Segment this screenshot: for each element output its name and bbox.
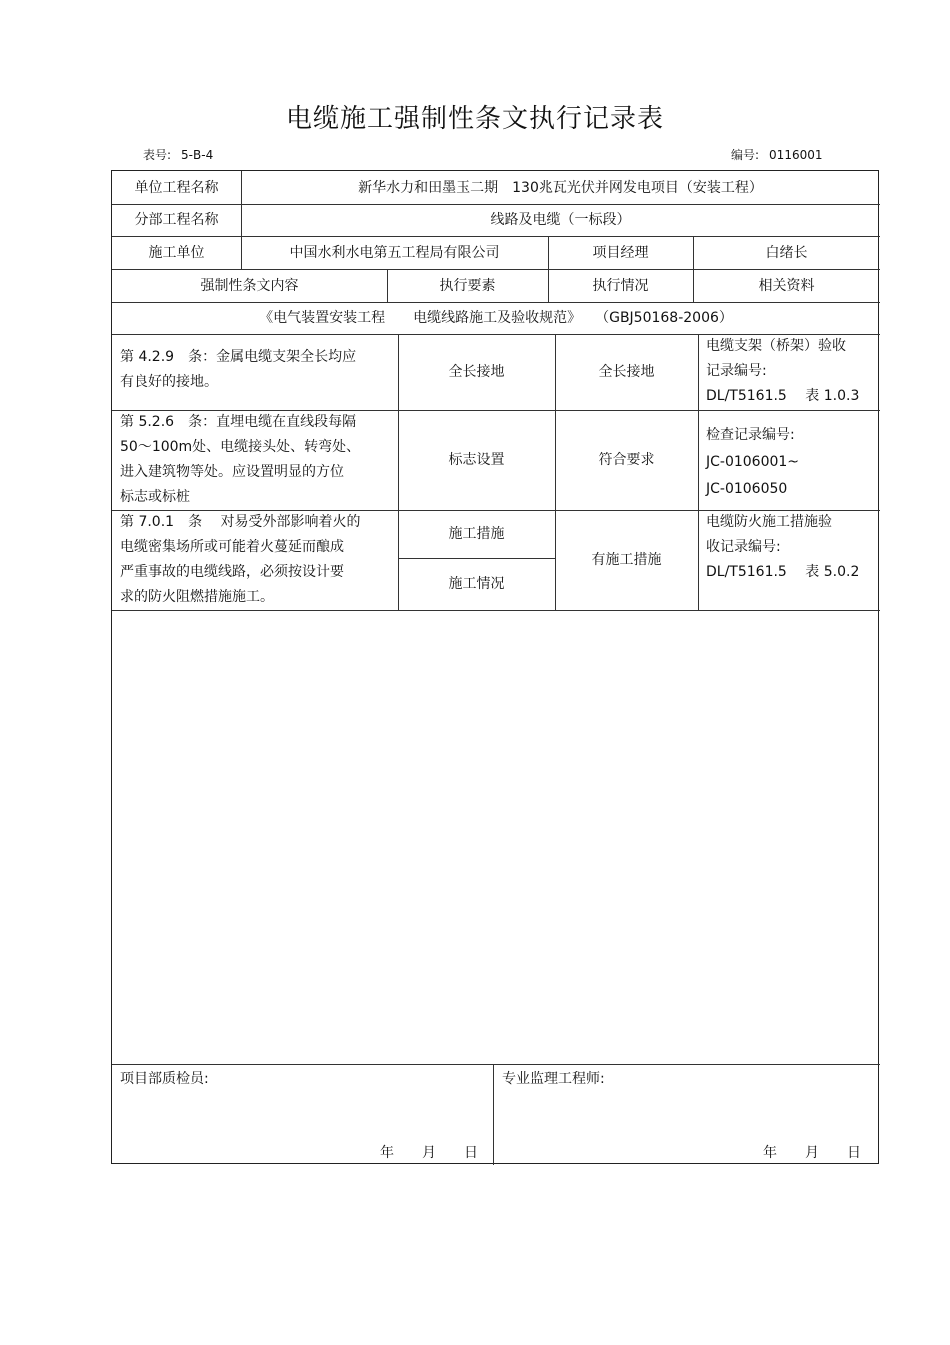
header-content: 强制性条文内容 bbox=[200, 277, 299, 294]
clause-content bbox=[112, 410, 398, 510]
docs-line: JC-0106050 bbox=[706, 481, 788, 497]
serial-number bbox=[731, 146, 823, 163]
contractor-value: 中国水利水电第五工程局有限公司 bbox=[289, 244, 500, 261]
clause-status: 有施工措施 bbox=[591, 552, 662, 568]
clause-element: 标志设置 bbox=[448, 452, 505, 468]
clause-line: 第 7.0.1 条 对易受外部影响着火的 bbox=[120, 514, 361, 530]
clause-line: 第 5.2.6 条：直埋电缆在直线段每隔 bbox=[120, 414, 357, 430]
engineer-date-day: 日 bbox=[847, 1145, 861, 1161]
clause-status: 全长接地 bbox=[598, 364, 655, 380]
inspector-date-day: 日 bbox=[464, 1145, 478, 1161]
docs-line: DL/T5161.5 表 5.0.2 bbox=[706, 564, 860, 580]
inspector-date-month: 月 bbox=[422, 1145, 436, 1161]
serial-number-value: 0116001 bbox=[769, 148, 823, 162]
clause-line: 50～100m处、电缆接头处、转弯处、 bbox=[120, 439, 361, 455]
clause-status: 符合要求 bbox=[598, 452, 655, 468]
clause-docs bbox=[698, 410, 880, 510]
inspector-date-year: 年 bbox=[380, 1145, 394, 1161]
clause-line: 标志或标桩 bbox=[120, 489, 190, 505]
clause-element-measures: 施工措施 bbox=[448, 526, 505, 542]
docs-line: 电缆防火施工措施验 bbox=[706, 514, 832, 530]
sub-project-value: 线路及电缆（一标段） bbox=[490, 212, 631, 228]
clause-line: 进入建筑物等处。应设置明显的方位 bbox=[120, 464, 344, 480]
clause-content bbox=[112, 334, 398, 410]
inspector-label: 项目部质检员: bbox=[120, 1071, 209, 1087]
project-manager-value: 白绪长 bbox=[765, 244, 808, 261]
docs-line: 记录编号: bbox=[706, 363, 767, 379]
sub-project-label: 分部工程名称 bbox=[134, 212, 219, 228]
clause-content bbox=[112, 510, 398, 610]
project-manager-label: 项目经理 bbox=[592, 244, 649, 261]
standard-reference: 《电气装置安装工程 电缆线路施工及验收规范》 （GBJ50168-2006） bbox=[259, 310, 733, 326]
docs-line: 收记录编号: bbox=[706, 539, 781, 555]
form-number-label: 表号: bbox=[143, 148, 172, 162]
serial-number-label: 编号: bbox=[731, 148, 760, 162]
clause-line: 严重事故的电缆线路，必须按设计要 bbox=[120, 564, 344, 580]
header-elements: 执行要素 bbox=[439, 277, 496, 294]
header-docs: 相关资料 bbox=[758, 277, 815, 294]
clause-element-situation: 施工情况 bbox=[448, 576, 505, 592]
docs-line: JC-0106001~ bbox=[706, 454, 800, 470]
form-number-value: 5-B-4 bbox=[181, 148, 214, 162]
clause-docs bbox=[698, 510, 880, 610]
engineer-label: 专业监理工程师: bbox=[502, 1071, 605, 1087]
docs-line: DL/T5161.5 表 1.0.3 bbox=[706, 388, 860, 404]
row-divider bbox=[112, 610, 880, 611]
col-divider bbox=[493, 1064, 494, 1165]
contractor-label: 施工单位 bbox=[148, 244, 205, 261]
header-status: 执行情况 bbox=[592, 277, 649, 294]
clause-line: 有良好的接地。 bbox=[120, 374, 218, 390]
clause-docs bbox=[698, 334, 880, 410]
engineer-date-month: 月 bbox=[805, 1145, 819, 1161]
unit-project-value: 新华水力和田墨玉二期 130兆瓦光伏并网发电项目（安装工程） bbox=[358, 179, 763, 196]
unit-project-label: 单位工程名称 bbox=[134, 179, 219, 196]
clause-line: 第 4.2.9 条：金属电缆支架全长均应 bbox=[120, 349, 357, 365]
row-divider bbox=[112, 1064, 880, 1065]
page-title: 电缆施工强制性条文执行记录表 bbox=[285, 104, 664, 134]
docs-line: 检查记录编号: bbox=[706, 427, 795, 443]
clause-line: 求的防火阻燃措施施工。 bbox=[120, 589, 274, 605]
engineer-date-year: 年 bbox=[763, 1145, 777, 1161]
clause-line: 电缆密集场所或可能着火蔓延而酿成 bbox=[120, 539, 344, 555]
form-number bbox=[143, 146, 213, 163]
docs-line: 电缆支架（桥架）验收 bbox=[706, 338, 846, 354]
clause-element: 全长接地 bbox=[448, 364, 505, 380]
record-table bbox=[111, 170, 879, 1164]
